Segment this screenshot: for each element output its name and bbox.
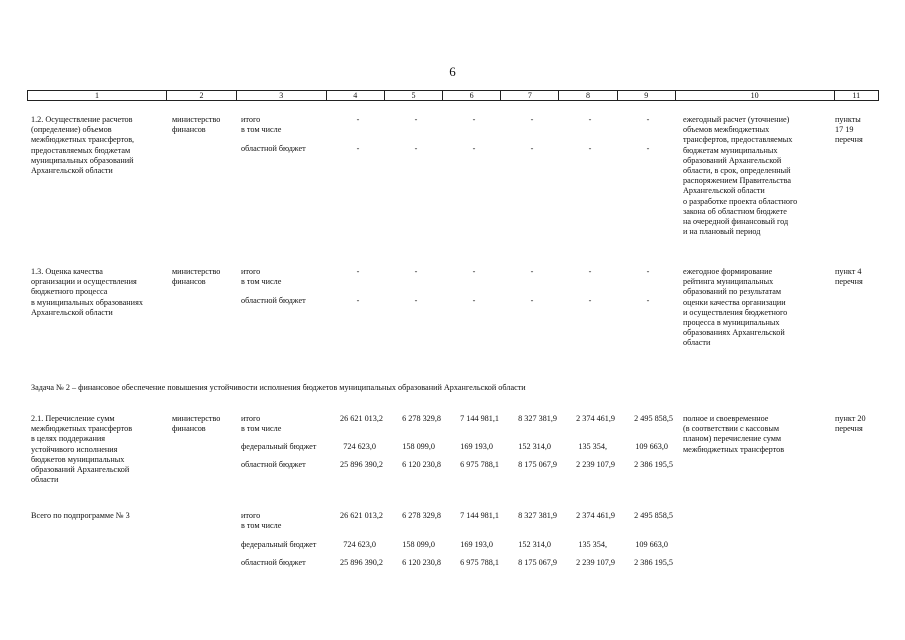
page-number: 6 <box>449 64 456 79</box>
row-1-3-regional-value: - <box>414 296 418 305</box>
row-1-3-executor: министерство финансов <box>172 267 221 287</box>
row-2-1-executor: министерство финансов <box>172 414 221 434</box>
row-2-1-result: полное и своевременное (в соответствии с кассовым планом) перечисление сумм межбюджетных трансфертов <box>683 414 785 454</box>
total-federal-value: 158 099,0 <box>402 540 435 549</box>
row-1-3-total-value: - <box>588 267 592 276</box>
row-2-1-regional-value: 8 175 067,9 <box>518 460 557 469</box>
col-header: 4 <box>326 91 384 101</box>
row-2-1-total-value: 2 374 461,9 <box>576 414 615 423</box>
row-2-1-regional-value: 6 120 230,8 <box>402 460 441 469</box>
row-2-1-federal-value: 109 663,0 <box>635 442 668 451</box>
row-2-1-regional-value: 6 975 788,1 <box>460 460 499 469</box>
row-1-2-regional-value: - <box>588 144 592 153</box>
total-source-total: итого в том числе <box>241 511 282 531</box>
row-1-3-reference: пункт 4 перечня <box>835 267 863 287</box>
row-2-1-regional-value: 2 239 107,9 <box>576 460 615 469</box>
col-header: 6 <box>443 91 501 101</box>
row-2-1-source-total: итого в том числе <box>241 414 282 434</box>
row-2-1-total-value: 7 144 981,1 <box>460 414 499 423</box>
row-1-3-total-value: - <box>472 267 476 276</box>
total-regional-value: 6 975 788,1 <box>460 558 499 567</box>
row-1-2-total-value: - <box>472 115 476 124</box>
row-2-1-federal-value: 152 314,0 <box>518 442 551 451</box>
total-regional-value: 8 175 067,9 <box>518 558 557 567</box>
total-total-value: 2 495 858,5 <box>634 511 673 520</box>
row-1-3-result: ежегодное формирование рейтинга муниципальных образований по результатам оценки качества организации и осуществления бюджетного процесса в муниципальных образованиях Архангельской области <box>683 267 788 348</box>
row-1-3-total-value: - <box>356 267 360 276</box>
row-2-1-total-value: 2 495 858,5 <box>634 414 673 423</box>
row-1-2-regional-value: - <box>414 144 418 153</box>
total-total-value: 6 278 329,8 <box>402 511 441 520</box>
row-2-1-regional-value: 2 386 195,5 <box>634 460 673 469</box>
total-regional-value: 2 239 107,9 <box>576 558 615 567</box>
row-2-1-source-regional: областной бюджет <box>241 460 306 469</box>
row-2-1-federal-value: 169 193,0 <box>460 442 493 451</box>
row-1-3-source-regional: областной бюджет <box>241 296 306 305</box>
row-1-3-source-total: итого в том числе <box>241 267 282 287</box>
col-header: 11 <box>834 91 879 101</box>
row-2-1-total-value: 6 278 329,8 <box>402 414 441 423</box>
col-header: 7 <box>501 91 559 101</box>
row-1-2-total-value: - <box>588 115 592 124</box>
col-header: 10 <box>675 91 834 101</box>
row-1-3-total-value: - <box>530 267 534 276</box>
row-1-3-regional-value: - <box>646 296 650 305</box>
col-header: 1 <box>28 91 167 101</box>
row-2-1-federal-value: 135 354, <box>578 442 607 451</box>
row-2-1-federal-value: 724 623,0 <box>343 442 376 451</box>
row-1-2-regional-value: - <box>472 144 476 153</box>
total-total-value: 8 327 381,9 <box>518 511 557 520</box>
row-1-2-reference: пункты 17 19 перечня <box>835 115 863 145</box>
row-2-1-federal-value: 158 099,0 <box>402 442 435 451</box>
row-1-3-regional-value: - <box>472 296 476 305</box>
row-2-1-total-value: 26 621 013,2 <box>340 414 383 423</box>
total-total-value: 7 144 981,1 <box>460 511 499 520</box>
total-source-regional: областной бюджет <box>241 558 306 567</box>
total-total-value: 26 621 013,2 <box>340 511 383 520</box>
row-1-2-name: 1.2. Осуществление расчетов (определение) объемов межбюджетных трансфертов, предоставляемых бюджетам муниципальных образований Архангельской области <box>31 115 135 176</box>
row-1-2-regional-value: - <box>530 144 534 153</box>
subprogram-total-label: Всего по подпрограмме № 3 <box>31 511 130 520</box>
row-1-2-source-total: итого в том числе <box>241 115 282 135</box>
row-2-1-name: 2.1. Перечисление сумм межбюджетных трансфертов в целях поддержания устойчивого исполнения бюджетов муниципальных образований Архангельской области <box>31 414 133 485</box>
total-regional-value: 2 386 195,5 <box>634 558 673 567</box>
column-number-header <box>27 90 879 101</box>
row-2-1-source-federal: федеральный бюджет <box>241 442 317 451</box>
row-1-2-regional-value: - <box>356 144 360 153</box>
total-total-value: 2 374 461,9 <box>576 511 615 520</box>
row-1-2-total-value: - <box>414 115 418 124</box>
row-2-1-regional-value: 25 896 390,2 <box>340 460 383 469</box>
row-2-1-total-value: 8 327 381,9 <box>518 414 557 423</box>
total-federal-value: 724 623,0 <box>343 540 376 549</box>
row-1-2-total-value: - <box>356 115 360 124</box>
total-source-federal: федеральный бюджет <box>241 540 317 549</box>
row-1-2-total-value: - <box>530 115 534 124</box>
col-header: 8 <box>559 91 617 101</box>
col-header: 2 <box>166 91 236 101</box>
total-federal-value: 169 193,0 <box>460 540 493 549</box>
row-1-2-source-regional: областной бюджет <box>241 144 306 153</box>
row-1-3-regional-value: - <box>588 296 592 305</box>
total-federal-value: 152 314,0 <box>518 540 551 549</box>
row-1-2-total-value: - <box>646 115 650 124</box>
col-header: 5 <box>384 91 442 101</box>
col-header: 3 <box>236 91 326 101</box>
total-federal-value: 135 354, <box>578 540 607 549</box>
total-regional-value: 25 896 390,2 <box>340 558 383 567</box>
total-federal-value: 109 663,0 <box>635 540 668 549</box>
row-1-3-regional-value: - <box>530 296 534 305</box>
row-1-3-total-value: - <box>414 267 418 276</box>
row-1-3-total-value: - <box>646 267 650 276</box>
total-regional-value: 6 120 230,8 <box>402 558 441 567</box>
col-header: 9 <box>617 91 675 101</box>
task-2-heading: Задача № 2 – финансовое обеспечение повышения устойчивости исполнения бюджетов муниципальных образований Архангельской области <box>31 383 526 392</box>
row-1-2-regional-value: - <box>646 144 650 153</box>
row-1-3-regional-value: - <box>356 296 360 305</box>
row-1-2-result: ежегодный расчет (уточнение) объемов межбюджетных трансфертов, предоставляемых бюджетам муниципальных образований Архангельской области, в срок, определенный распоряжением Правительства Архангельской области о разработке проекта областного закона об областном бюджете на очередной финансовый год и на плановый период <box>683 115 798 237</box>
row-1-3-name: 1.3. Оценка качества организации и осуществления бюджетного процесса в муниципальных образованиях Архангельской области <box>31 267 143 317</box>
row-2-1-reference: пункт 20 перечня <box>835 414 866 434</box>
row-1-2-executor: министерство финансов <box>172 115 221 135</box>
